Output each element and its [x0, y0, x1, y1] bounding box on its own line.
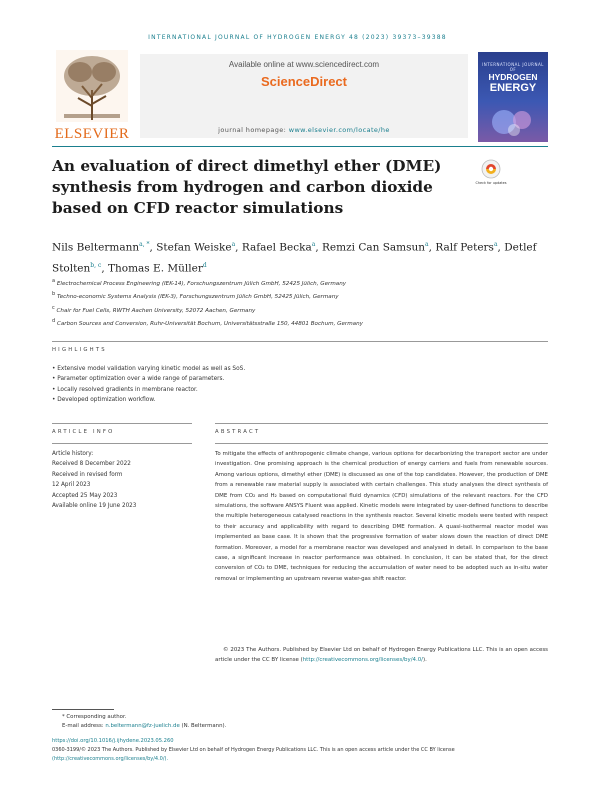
author-name[interactable]: Ralf Peters	[435, 241, 494, 254]
cover-artwork-icon	[486, 104, 540, 138]
article-title: An evaluation of direct dimethyl ether (DME) synthesis from hydrogen and carbon dioxide based on CFD reactor simulations	[52, 157, 442, 217]
author-affiliation-marker: a	[425, 241, 429, 248]
check-updates-label: Check for updates	[475, 181, 507, 185]
email-link[interactable]: n.beltermann@fz-juelich.de	[105, 723, 180, 730]
abstract-text: To mitigate the effects of anthropogenic climate change, various options for decarbonizing the transport sector are under investigation. One promising approach is the chemical production of energy carriers and fuels from renewable sources. Among various options, dimethyl ether (DME) is discussed as one of the top candidates. However, the production of DME from a renewable raw material supply is associated with certain challenges. This study analyses the direct synthesis of DME from CO₂ and H₂ based on computational fluid dynamics (CFD) simulations of the relevant reactors. For the CFD simulations, the software ANSYS Fluent was applied. Kinetic models were integrated by user-defined functions to describe the multiple heterogeneous catalysed reactions in the synthesis reactor. Several kinetic models were tested with respect to their accuracy and applicability with regard to describing DME formation. A quasi-isothermal reactor model was implemented as base case. It is shown that the progressive formation of water slows down the reaction of direct DME formation. Moreover, a model for a membrane reactor was developed and analysed in detail. In comparison to the base case, a significant increase in reactor performance was obtained. In conclusion, it can be stated that, for the direct conversion of CO₂ to DME, techniques for reducing the accumulation of water need to be adopted such as in-situ water removal or implementing an upstream reverse water-gas shift reactor.	[215, 451, 548, 582]
footnote	[52, 713, 548, 731]
highlights-divider	[52, 341, 548, 342]
highlights-list	[52, 364, 548, 405]
author-affiliation-marker: b, c	[90, 261, 102, 269]
bullet-icon: •	[52, 376, 58, 383]
check-for-updates-icon[interactable]	[475, 158, 507, 192]
affiliation-item	[52, 303, 548, 316]
history-entry: Received 8 December 2022	[52, 461, 131, 468]
copyright-end: ).	[423, 657, 427, 664]
email-label: E-mail address:	[62, 723, 104, 730]
journal-running-head: INTERNATIONAL JOURNAL OF HYDROGEN ENERGY 48 (2023) 39373–39388	[148, 34, 447, 41]
affiliation-item	[52, 289, 548, 302]
article-info-heading: ARTICLE INFO	[52, 429, 115, 435]
abstract-heading: ABSTRACT	[215, 429, 261, 435]
author-affiliation-marker: a	[231, 241, 236, 248]
affiliations	[52, 276, 548, 330]
copyright-notice	[215, 645, 548, 666]
available-online-text: Available online at www.sciencedirect.com	[228, 60, 380, 69]
affiliation-label: a	[52, 278, 56, 284]
author-name[interactable]: Remzi Can Samsun	[322, 241, 426, 254]
elsevier-tree-icon	[56, 50, 128, 122]
author-name[interactable]: Rafael Becka	[241, 241, 312, 254]
highlights-heading: HIGHLIGHTS	[52, 347, 107, 353]
history-entry: Available online 19 June 2023	[52, 503, 137, 510]
cover-title-line1: HYDROGEN	[488, 72, 538, 82]
history-entry: Received in revised form	[52, 471, 123, 478]
highlight-item	[52, 374, 548, 384]
abstract-divider	[215, 423, 548, 424]
abstract-body-divider	[215, 443, 548, 444]
author-affiliation-marker: d	[202, 261, 207, 269]
history-divider	[52, 443, 192, 444]
license-text: 0360-3199/© 2023 The Authors. Published by Elsevier Ltd on behalf of Hydrogen Energy Publications LLC. This is an open access article under the CC BY license	[52, 747, 455, 753]
sciencedirect-logo: ScienceDirect	[261, 74, 347, 89]
author-affiliation-marker: a, *	[139, 241, 150, 248]
author-affiliation-marker: a	[311, 241, 316, 248]
highlight-item	[52, 364, 548, 374]
article-info-divider	[52, 423, 192, 424]
journal-cover[interactable]	[478, 52, 548, 142]
bullet-icon: •	[52, 396, 58, 403]
affiliation-label: c	[52, 304, 55, 311]
affiliation-item	[52, 316, 548, 329]
highlight-item	[52, 395, 548, 405]
cover-title-line2: ENERGY	[489, 82, 537, 94]
email-person: (N. Beltermann).	[181, 723, 227, 730]
affiliation-item	[52, 276, 548, 289]
affiliation-text: Carbon Sources and Conversion, Ruhr-Universität Bochum, Universitätsstraße 150, 44801 Bochum, Germany	[56, 321, 363, 328]
history-label: Article history:	[52, 451, 94, 457]
highlight-text: Extensive model validation varying kinetic model as well as SoS.	[57, 366, 246, 372]
highlight-item	[52, 385, 548, 395]
history-entry: Accepted 25 May 2023	[52, 492, 118, 499]
header-divider	[52, 146, 548, 147]
homepage-link[interactable]: www.elsevier.com/locate/he	[288, 126, 390, 134]
article-history	[52, 449, 202, 511]
author-name[interactable]: Detlef Stolten	[52, 241, 537, 274]
affiliation-label: b	[52, 291, 56, 298]
highlight-text: Locally resolved gradients in membrane reactor.	[57, 386, 198, 393]
author-name[interactable]: Nils Beltermann	[52, 241, 140, 254]
journal-homepage	[140, 126, 468, 134]
affiliation-text: Electrochemical Process Engineering (IEK-14), Forschungszentrum Jülich GmbH, 52425 Jülich, Germany	[56, 280, 347, 287]
license-line	[52, 746, 548, 764]
email-line	[52, 722, 548, 731]
elsevier-wordmark: ELSEVIER	[54, 126, 130, 142]
author-name[interactable]: Thomas E. Müller	[108, 262, 203, 274]
elsevier-logo	[52, 50, 132, 142]
sciencedirect-banner	[140, 54, 468, 138]
cover-journal-name: INTERNATIONAL JOURNAL OF	[482, 62, 544, 72]
footnote-divider	[52, 709, 114, 710]
license-link[interactable]: http://creativecommons.org/licenses/by/4.0/	[302, 657, 424, 664]
corresponding-author-note: * Corresponding author.	[62, 714, 127, 720]
homepage-label: journal homepage:	[218, 126, 287, 134]
highlight-text: Developed optimization workflow.	[57, 396, 156, 403]
doi-link[interactable]: https://doi.org/10.1016/j.ijhydene.2023.05.260	[52, 738, 174, 744]
author-list: Nils Beltermann$^{a, *}$, Stefan Weiske$^a$, Rafael Becka$^a$, Remzi Can Samsun$^a$, Ralf Peters$^a$, Detlef Stolten$^{b, c}$, Thomas E. Müller$^d$	[52, 241, 537, 274]
license-footer-link[interactable]: (http://creativecommons.org/licenses/by/4.0/).	[52, 756, 169, 762]
affiliation-text: Techno-economic Systems Analysis (IEK-3), Forschungszentrum Jülich GmbH, 52425 Jülich, Germany	[56, 294, 339, 301]
copyright-text: © 2023 The Authors. Published by Elsevier Ltd on behalf of Hydrogen Energy Publications LLC. This is an open access article under the CC BY license (	[215, 647, 548, 664]
bullet-icon: •	[52, 366, 58, 372]
affiliation-text: Chair for Fuel Cells, RWTH Aachen University, 52072 Aachen, Germany	[56, 307, 256, 314]
highlight-text: Parameter optimization over a wide range of parameters.	[57, 376, 225, 383]
history-entry: 12 April 2023	[52, 482, 91, 489]
affiliation-label: d	[52, 318, 56, 325]
bullet-icon: •	[52, 386, 58, 393]
author-name[interactable]: Stefan Weiske	[156, 241, 232, 254]
author-affiliation-marker: a	[493, 241, 498, 248]
